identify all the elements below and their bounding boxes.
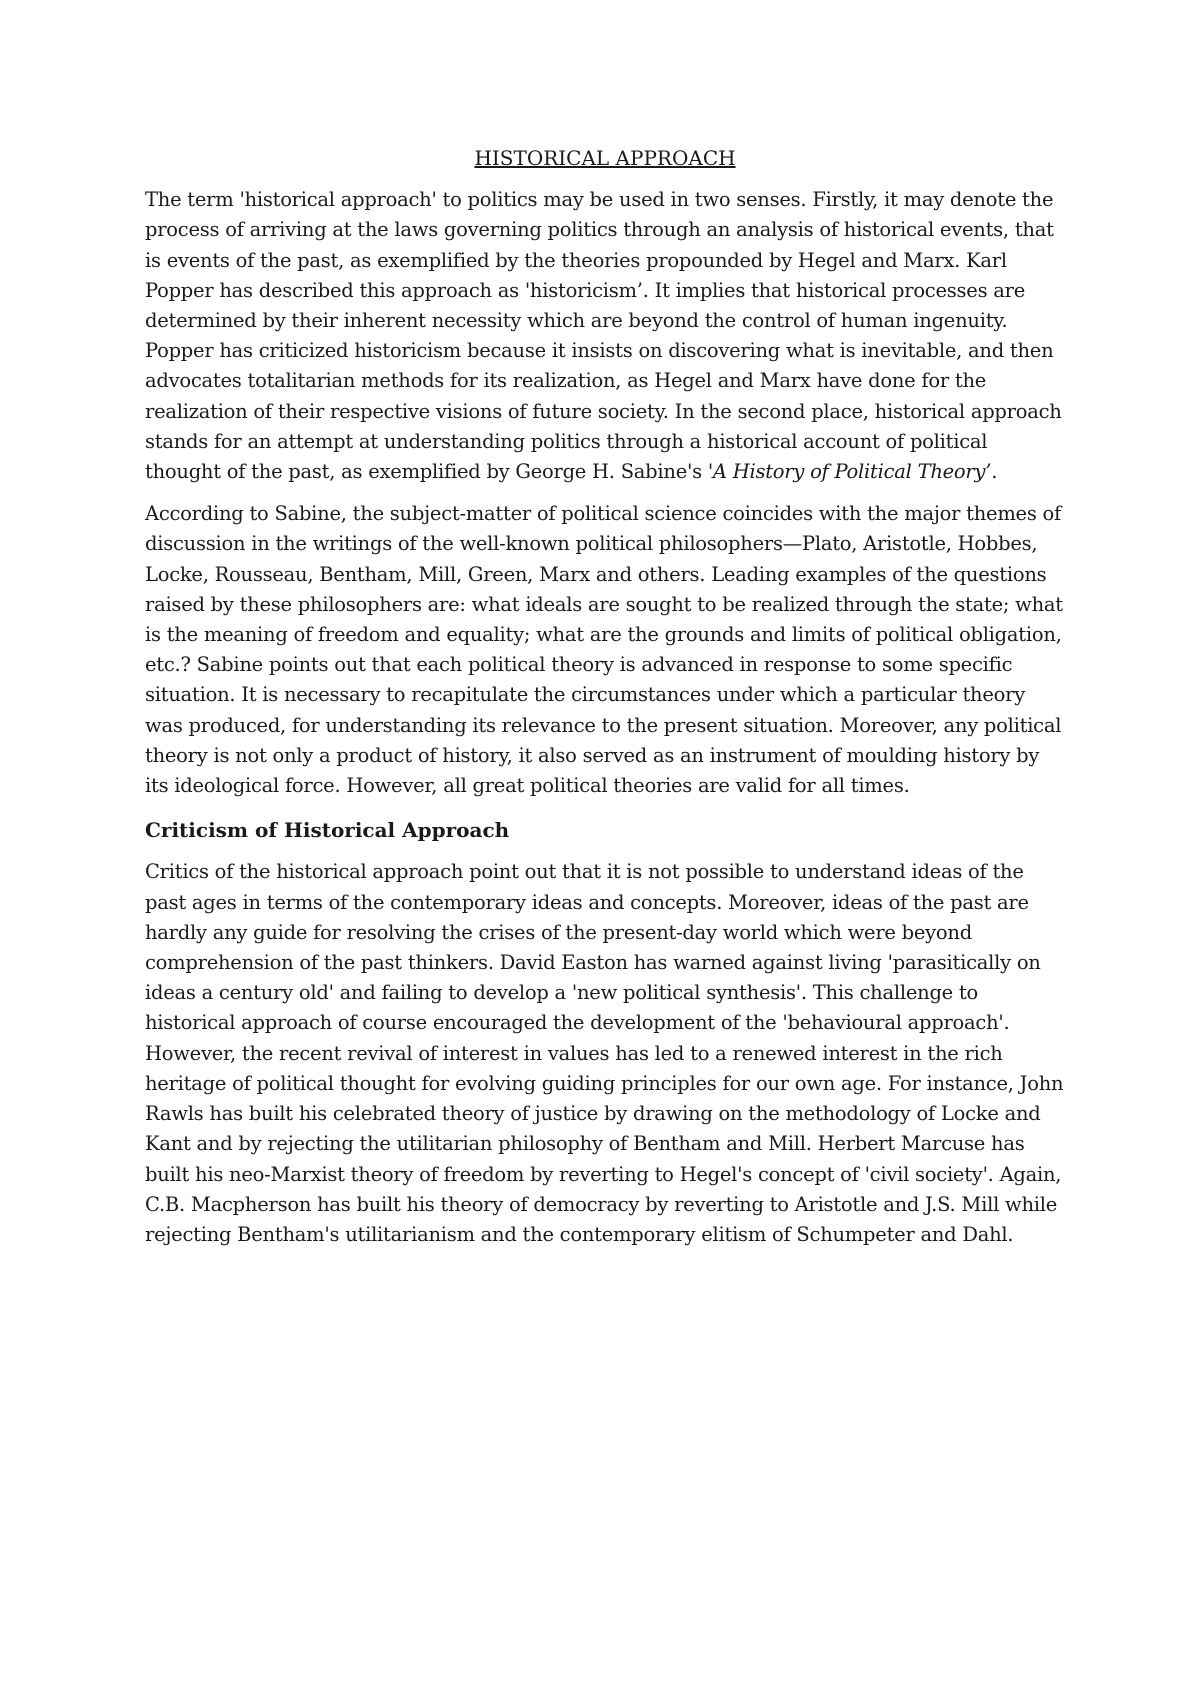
- paragraph-sabine: According to Sabine, the subject-matter of political science coincides with the major themes of discussion in the writings of the well-known political philosophers—Plato, Aristotle, Hobbes, Locke, Rousseau, Bentham, Mill, Green, Marx and others. Leading examples of the questions raised by these philosophers are: what ideals are sought to be realized through the state; what is the meaning of freedom and equality; what are the grounds and limits of political obligation, etc.? Sabine points out that each political theory is advanced in response to some specific situation. It is necessary to recapitulate the circumstances under which a particular theory was produced, for understanding its relevance to the present situation. Moreover, any political theory is not only a product of history, it also served as an instrument of moulding history by its ideological force. However, all great political theories are valid for all times.: [145, 502, 1063, 798]
- paragraph-criticism: Critics of the historical approach point out that it is not possible to understand ideas of the past ages in terms of the contemporary ideas and concepts. Moreover, ideas of the past are hardly any guide for resolving the crises of the present-day world which were beyond comprehension of the past thinkers. David Easton has warned against living 'parasitically on ideas a century old' and failing to develop a 'new political synthesis'. This challenge to historical approach of course encouraged the development of the 'behavioural approach'. However, the recent revival of interest in values has led to a renewed interest in the rich heritage of political thought for evolving guiding principles for our own age. For instance, John Rawls has built his celebrated theory of justice by drawing on the methodology of Locke and Kant and by rejecting the utilitarian philosophy of Bentham and Mill. Herbert Marcuse has built his neo-Marxist theory of freedom by reverting to Hegel's concept of 'civil society'. Again, C.B. Macpherson has built his theory of democracy by reverting to Aristotle and J.S. Mill while rejecting Bentham's utilitarianism and the contemporary elitism of Schumpeter and Dahl.: [145, 860, 1064, 1246]
- document-title: HISTORICAL APPROACH: [474, 146, 736, 170]
- paragraph-historicism: [145, 185, 1065, 487]
- section-heading-criticism: Criticism of Historical Approach: [145, 818, 510, 843]
- paragraph-historicism-text: The term 'historical approach' to politics may be used in two senses. Firstly, it may denote the process of arriving at the laws governing politics through an analysis of historical events, that is events of the past, as exemplified by the theories propounded by Hegel and Marx. Karl Popper has described this approach as 'historicism’. It implies that historical processes are determined by their inherent necessity which are beyond the control of human ingenuity. Popper has criticized historicism because it insists on discovering what is inevitable, and then advocates totalitarian methods for its realization, as Hegel and Marx have done for the realization of their respective visions of future society. In the second place, historical approach stands for an attempt at understanding politics through a historical account of political thought of the past, as exemplified by George H. Sabine's: [145, 188, 1062, 484]
- book-title-italic: 'A History of Political Theory’: [707, 460, 992, 484]
- document-body: [145, 143, 1065, 1262]
- paragraph-historicism-ending: .: [991, 460, 998, 484]
